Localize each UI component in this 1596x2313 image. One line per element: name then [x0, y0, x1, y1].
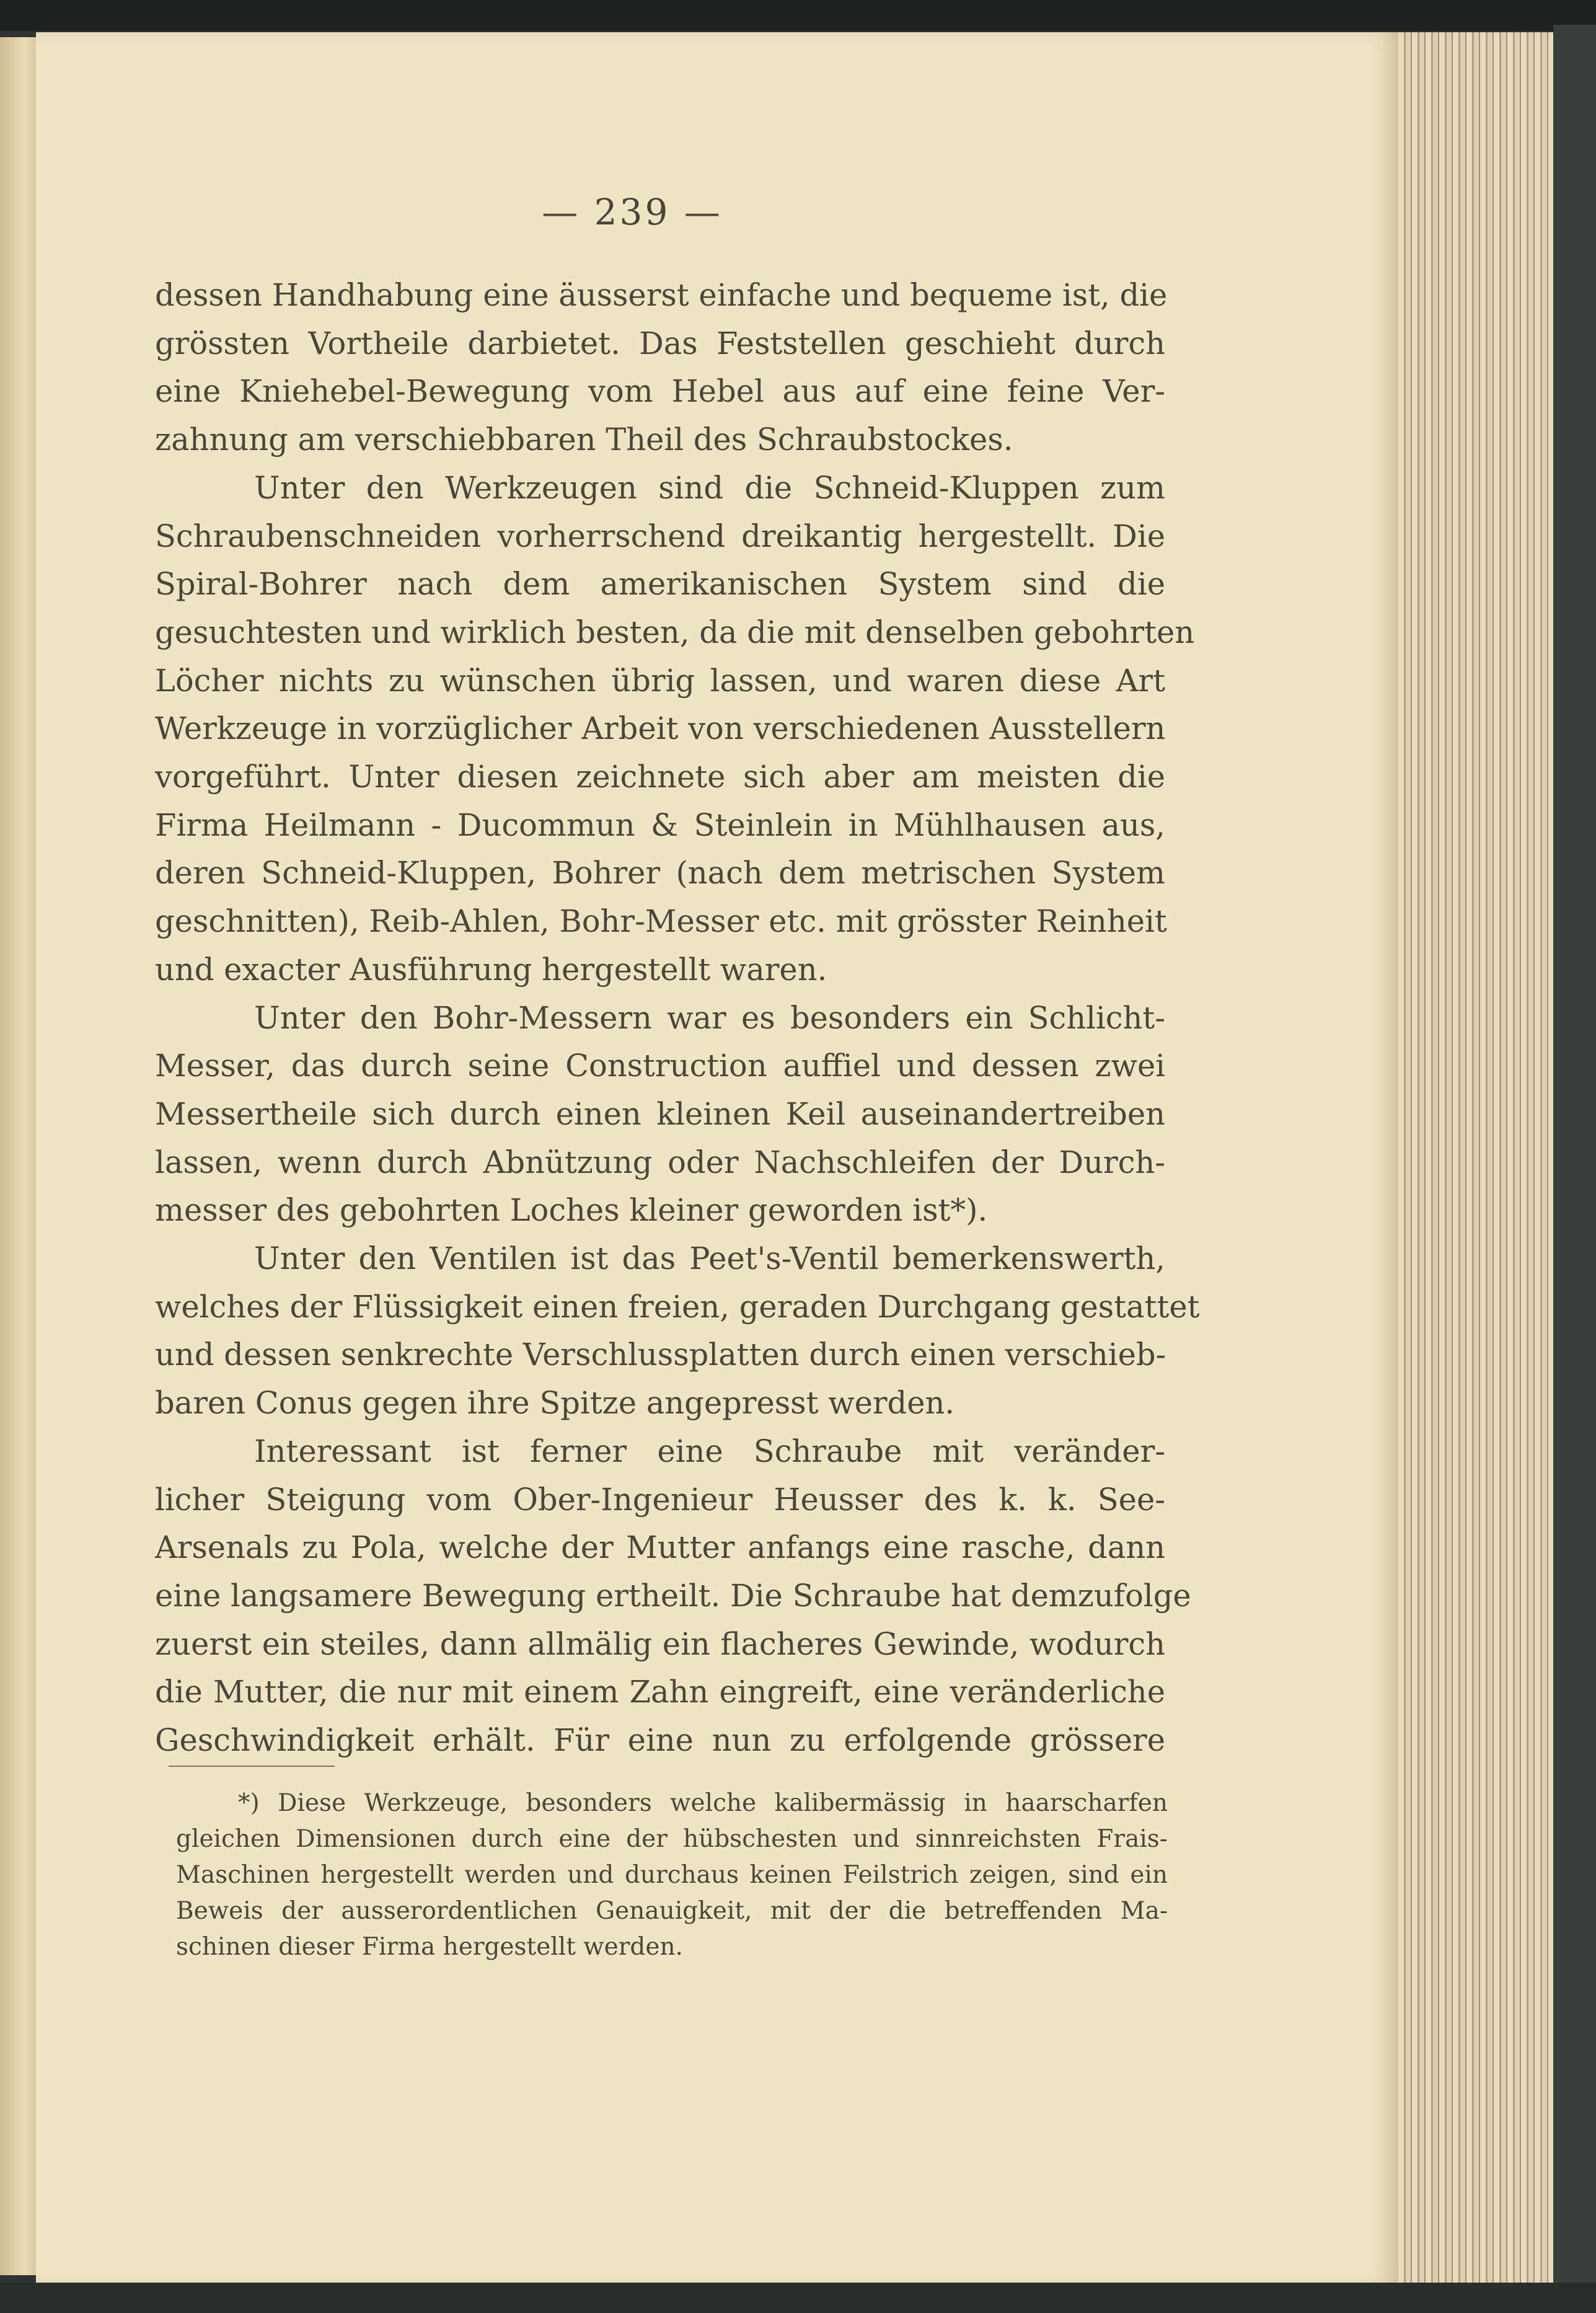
- text-line: messer des gebohrten Loches kleiner geworden ist*).: [155, 1192, 988, 1229]
- text-line: die Mutter, die nur mit einem Zahn eingreift, eine veränderliche: [155, 1674, 1165, 1710]
- text-line: vorgeführt. Unter diesen zeichnete sich aber am meisten die: [155, 759, 1165, 795]
- text-line: und exacter Ausführung hergestellt waren.: [155, 951, 827, 988]
- text-line: licher Steigung vom Ober-Ingenieur Heusser des k. k. See-: [155, 1481, 1165, 1518]
- text-line: Firma Heilmann - Ducommun & Steinlein in Mühlhausen aus,: [155, 807, 1165, 843]
- text-line: welches der Flüssigkeit einen freien, geraden Durchgang gestattet: [155, 1288, 1200, 1325]
- text-line: Spiral-Bohrer nach dem amerikanischen System sind die: [155, 566, 1165, 603]
- text-line: Messer, das durch seine Construction auffiel und dessen zwei: [155, 1048, 1165, 1084]
- text-line: deren Schneid-Kluppen, Bohrer (nach dem metrischen System: [155, 855, 1165, 891]
- footnote-line: Maschinen hergestellt werden und durchaus keinen Feilstrich zeigen, sind ein: [176, 1861, 1168, 1889]
- book-cover-edge: [1553, 25, 1596, 2313]
- text-line: und dessen senkrechte Verschlussplatten durch einen verschieb-: [155, 1337, 1166, 1373]
- scanner-background-bottom: [0, 2283, 1596, 2313]
- footnote: [176, 1785, 1168, 1965]
- page-number: — 239 —: [542, 191, 723, 233]
- text-line: zahnung am verschiebbaren Theil des Schraubstockes.: [155, 422, 1013, 458]
- text-line: Löcher nichts zu wünschen übrig lassen, und waren diese Art: [155, 662, 1165, 699]
- scanner-background-top: [0, 0, 1596, 31]
- text-line: Geschwindigkeit erhält. Für eine nun zu erfolgende grössere: [155, 1722, 1165, 1759]
- footnote-line: schinen dieser Firma hergestellt werden.: [176, 1933, 683, 1961]
- footnote-line: Beweis der ausserordentlichen Genauigkeit, mit der die betreffenden Ma-: [176, 1897, 1168, 1925]
- footnote-line: *) Diese Werkzeuge, besonders welche kalibermässig in haarscharfen: [238, 1789, 1168, 1817]
- text-line: eine langsamere Bewegung ertheilt. Die Schraube hat demzufolge: [155, 1577, 1191, 1614]
- text-line: dessen Handhabung eine äusserst einfache und bequeme ist, die: [155, 277, 1168, 313]
- text-line: gesuchtesten und wirklich besten, da die mit denselben gebohrten: [155, 614, 1195, 650]
- text-line: Werkzeuge in vorzüglicher Arbeit von verschiedenen Ausstellern: [155, 710, 1166, 747]
- text-line: baren Conus gegen ihre Spitze angepresst werden.: [155, 1385, 955, 1422]
- text-line: Unter den Ventilen ist das Peet's-Ventil bemerkenswerth,: [254, 1241, 1165, 1277]
- text-line: Schraubenschneiden vorherrschend dreikantig hergestellt. Die: [155, 518, 1165, 554]
- text-line: grössten Vortheile darbietet. Das Feststellen geschieht durch: [155, 325, 1165, 361]
- text-line: Unter den Werkzeugen sind die Schneid-Kluppen zum: [254, 469, 1165, 506]
- text-line: Unter den Bohr-Messern war es besonders ein Schlicht-: [254, 999, 1165, 1036]
- text-line: geschnitten), Reib-Ahlen, Bohr-Messer etc. mit grösster Reinheit: [155, 903, 1167, 940]
- text-line: lassen, wenn durch Abnützung oder Nachschleifen der Durch-: [155, 1144, 1165, 1180]
- text-line: eine Kniehebel-Bewegung vom Hebel aus auf eine feine Ver-: [155, 373, 1165, 410]
- page-block-edges: [1398, 32, 1555, 2283]
- body-text: [155, 272, 1200, 1765]
- footnote-divider: [169, 1766, 335, 1767]
- footnote-line: gleichen Dimensionen durch eine der hübschesten und sinnreichsten Frais-: [176, 1825, 1168, 1853]
- facing-page-edge: [0, 37, 37, 2275]
- text-line: Interessant ist ferner eine Schraube mit veränder-: [254, 1433, 1165, 1469]
- text-line: zuerst ein steiles, dann allmälig ein flacheres Gewinde, wodurch: [155, 1625, 1165, 1662]
- text-line: Arsenals zu Pola, welche der Mutter anfangs eine rasche, dann: [155, 1529, 1165, 1566]
- text-line: Messertheile sich durch einen kleinen Keil auseinandertreiben: [155, 1095, 1165, 1132]
